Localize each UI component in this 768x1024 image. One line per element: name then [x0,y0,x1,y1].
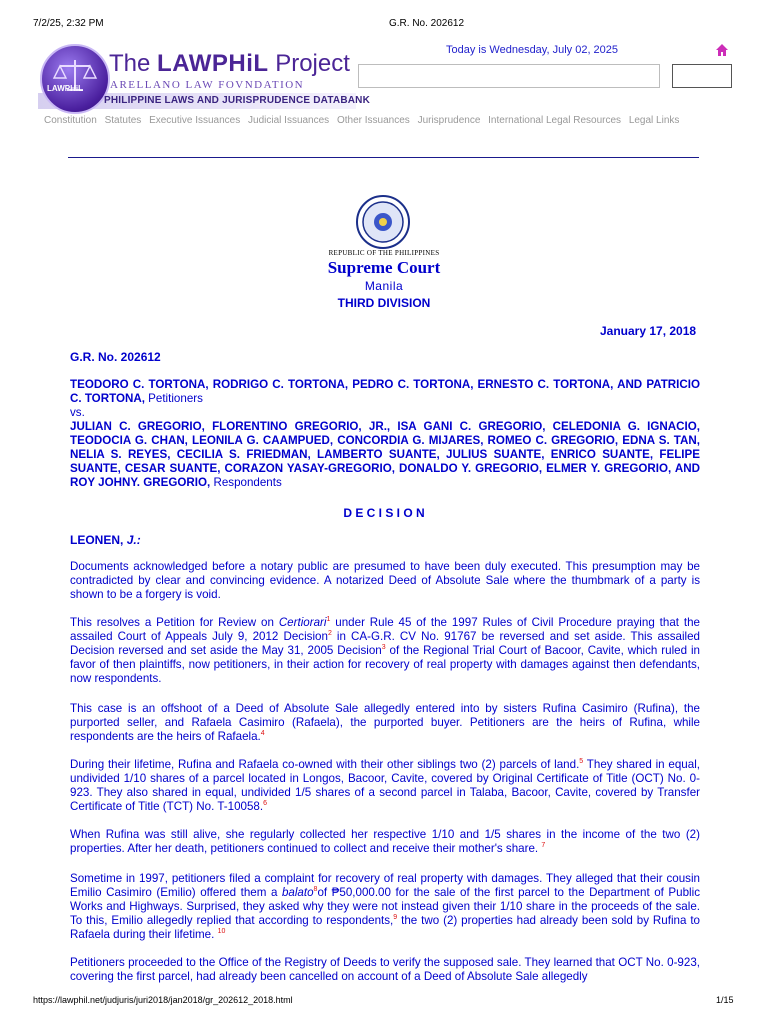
nav-executive-issuances[interactable]: Executive Issuances [149,115,241,126]
p4-text-b: They shared in equal, undivided 1/10 shares of a parcel located in Longos, Bacoor, Cavite, covered by Original Certificate of Title (OCT) No. 0-923. They also shared in equal, undivided 1/5 shares of a second parcel in Talaba, Bacoor, Cavite, covered by Transfer Certificate of Title (TCT) No. T-10058. [70,758,701,813]
home-icon[interactable] [714,42,730,58]
footnote-link-7[interactable]: 7 [541,842,546,850]
footnote-link-3[interactable]: 3 [381,644,386,652]
footnote-link-2[interactable]: 2 [327,630,332,638]
respondents-block [70,420,700,490]
print-doc-title: G.R. No. 202612 [389,18,465,29]
site-title-brand: LAWPHiL [157,50,269,77]
paragraph-7: Petitioners proceeded to the Office of the Registry of Deeds to verify the supposed sale. They learned that OCT No. 0-923, covering the first parcel, had already been cancelled on account of a Deed of Absolute Sale allegedly [70,956,700,983]
today-date: Today is Wednesday, July 02, 2025 [446,44,619,56]
p2-text-b: under Rule 45 of the 1997 Rules of Civil Procedure praying that the assailed Court of Appeals July 9, 2012 Decision [70,616,700,643]
scales-of-justice-icon [42,46,108,112]
decision-date: January 17, 2018 [600,324,697,338]
nav-international-legal-resources[interactable]: International Legal Resources [488,115,622,126]
p2-text-c: in CA-G.R. CV No. 91767 be reversed and set aside. This assailed Decision reversed and set aside the May 31, 2005 Decision [70,630,701,657]
ponente-suffix: J.: [126,533,141,547]
court-name: Supreme Court [327,258,441,277]
search-input[interactable] [358,64,660,88]
search-button[interactable] [672,64,732,88]
republic-heading: REPUBLIC OF THE PHILIPPINES [328,249,440,257]
paragraph-2 [70,616,700,686]
paragraph-5 [70,828,700,856]
nav-constitution[interactable]: Constitution [44,115,97,126]
footnote-link-5[interactable]: 5 [579,758,584,766]
nav-legal-links[interactable]: Legal Links [628,115,680,126]
nav-judicial-issuances[interactable]: Judicial Issuances [248,115,330,126]
site-databank-text: PHILIPPINE LAWS AND JURISPRUDENCE DATABANK [104,95,371,106]
site-title-prefix: The [109,50,158,77]
petitioners-names: TEODORO C. TORTONA, RODRIGO C. TORTONA, PEDRO C. TORTONA, ERNESTO C. TORTONA, AND PATRICIO C. TORTONA, [70,378,700,405]
p6-text-c: the two (2) properties had already been sold by Rufina to Rafaela during their lifetime. [70,914,701,941]
p5-text: When Rufina was still alive, she regularly collected her respective 1/10 and 1/5 shares in the income of the two (2) properties. After her death, petitioners continued to collect and receive their mother's share. [70,828,700,855]
petitioners-block [70,378,700,406]
lawphil-logo-icon[interactable] [40,44,110,114]
nav-statutes[interactable]: Statutes [104,115,142,126]
print-datetime: 7/2/25, 2:32 PM [33,18,104,29]
footnote-link-8[interactable]: 8 [313,886,318,894]
nav-jurisprudence[interactable]: Jurisprudence [417,115,481,126]
case-number: G.R. No. 202612 [70,350,161,364]
print-url: https://lawphil.net/judjuris/juri2018/jan2018/gr_202612_2018.html [33,995,293,1005]
footnote-link-6[interactable]: 6 [263,800,267,808]
p6-text-b: of ₱50,000.00 for the sale of the first parcel to the Department of Public Works and Highways. Surprised, they asked why they were not instead given their 1/10 share in the proceeds of the sale. To this, Emilio allegedly replied that according to respondents, [70,886,700,927]
footnote-link-1[interactable]: 1 [326,616,331,624]
versus-text: vs. [70,406,85,419]
p4-text-a: During their lifetime, Rufina and Rafaela co-owned with their other siblings two (2) parcels of land. [70,758,580,771]
paragraph-4 [70,758,700,814]
site-subtitle: ARELLANO LAW FOVNDATION [110,79,305,91]
p3-text: This case is an offshoot of a Deed of Absolute Sale allegedly entered into by sisters Rufina Casimiro (Rufina), the purported seller, and Rafaela Casimiro (Rafaela), the purported buyer. Petitioners are the heirs of Rufina, while respondents are the heirs of Rafaela. [70,702,700,743]
footnote-link-10[interactable]: 10 [217,928,226,936]
p2-certiorari: Certiorari [278,616,327,629]
logo-tag: LAWPHiL [47,84,83,93]
site-title[interactable] [109,50,350,78]
footnote-link-9[interactable]: 9 [393,914,398,922]
ponente-name: LEONEN, [70,533,124,547]
paragraph-3 [70,702,700,744]
site-title-suffix: Project [268,50,350,77]
respondents-names: JULIAN C. GREGORIO, FLORENTINO GREGORIO, JR., ISA GANI C. GREGORIO, CELEDONIA G. IGNACIO, TEODOCIA G. CHAN, LEONILA G. CAAMPUED, CONCORDIA G. MIJARES, ROMEO C. GREGORIO, EDNA S. TAN, NELIA S. REYES, CECILIA S. FRIEDMAN, LAMBERTO SUANTE, JULIUS SUANTE, ENRICO SUANTE, FELIPE SUANTE, CESAR SUANTE, CORAZON YASAY-GREGORIO, DONALDO Y. GREGORIO, ELMER Y. GREGORIO, AND ROY JOHNY. GREGORIO, [70,420,700,489]
header-divider [68,157,699,158]
p6-text-a: Sometime in 1997, petitioners filed a complaint for recovery of real property with damages. They alleged that their cousin Emilio Casimiro (Emilio) offered them a [70,872,700,899]
nav-other-issuances[interactable]: Other Issuances [336,115,410,126]
p2-text-d: of the Regional Trial Court of Bacoor, Cavite, which ruled in favor of then plaintiffs, now petitioners, in their action for recovery of real property with damages against then defendants, now respondents. [70,644,700,685]
p6-balato: balato [281,886,314,899]
p2-text-a: This resolves a Petition for Review on [70,616,279,629]
supreme-court-seal-icon [355,194,411,250]
print-page-number: 1/15 [716,995,734,1005]
paragraph-1: Documents acknowledged before a notary public are presumed to have been duly executed. This presumption may be contradicted by clear and convincing evidence. A notarized Deed of Absolute Sale where the thumbmark of a party is shown to be a forgery is void. [70,560,700,601]
footnote-link-4[interactable]: 4 [260,730,265,738]
court-city: Manila [364,279,404,293]
respondents-role: Respondents [210,476,282,489]
main-nav [44,115,684,126]
court-division: THIRD DIVISION [337,296,431,310]
petitioners-role: Petitioners [144,392,203,405]
ponente [70,533,700,547]
paragraph-6 [70,872,700,942]
decision-heading: D E C I S I O N [343,506,425,520]
